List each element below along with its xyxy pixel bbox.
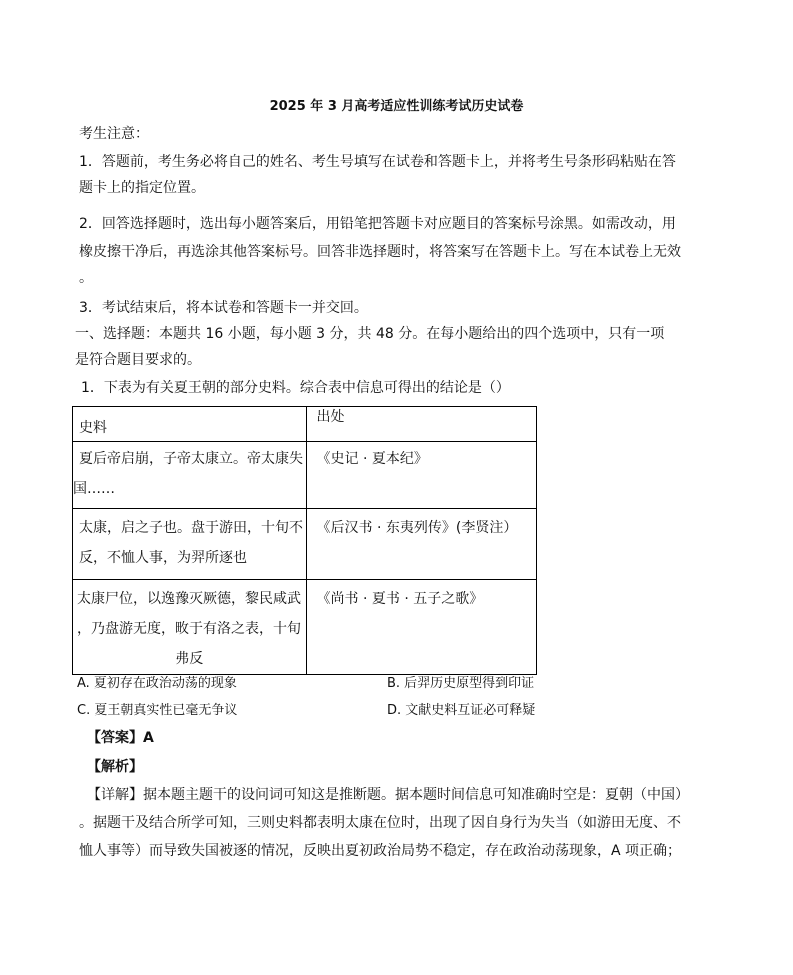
table-row: [73, 509, 537, 580]
notice-item-1-line-1: 1．答题前，考生务必将自己的姓名、考生号填写在试卷和答题卡上，并将考生号条形码粘贴在答: [79, 154, 676, 170]
analysis-detail-line-1: 【详解】据本题主题干的设问词可知这是推断题。据本题时间信息可知准确时空是：夏朝（中国）: [87, 787, 689, 803]
notice-item-2-line-2: 橡皮擦干净后，再选涂其他答案标号。回答非选择题时，将答案写在答题卡上。写在本试卷上无效: [79, 244, 681, 260]
source-cell: [73, 509, 307, 580]
analysis-detail-line-3: 恤人事等）而导致失国被逐的情况，反映出夏初政治局势不稳定，存在政治动荡现象，A 项正确；: [79, 843, 682, 859]
notice-heading: 考生注意：: [79, 126, 149, 142]
origin-cell: 《尚书 · 夏书 · 五子之歌》: [306, 580, 536, 675]
option-a: A. 夏初存在政治动荡的现象: [77, 676, 237, 691]
notice-item-2-line-3: 。: [79, 270, 93, 286]
analysis-detail-line-2: 。据题干及结合所学可知，三则史料都表明太康在位时，出现了因自身行为失当（如游田无度、不: [79, 815, 681, 831]
option-d: D. 文献史料互证必可释疑: [387, 703, 536, 718]
header-origin: 出处: [306, 407, 536, 442]
source-text-line: 弗反: [175, 651, 204, 667]
header-source: 史料: [73, 407, 307, 442]
notice-item-1-line-2: 题卡上的指定位置。: [79, 180, 205, 196]
notice-item-3: 3．考试结束后，将本试卷和答题卡一并交回。: [79, 300, 368, 316]
option-c: C. 夏王朝真实性已毫无争议: [77, 703, 238, 718]
notice-item-2-line-1: 2．回答选择题时，选出每小题答案后，用铅笔把答题卡对应题目的答案标号涂黑。如需改动，用: [79, 216, 676, 232]
source-cell: [73, 580, 307, 675]
source-text-line: 夏后帝启崩，子帝太康立。帝太康失: [79, 451, 303, 467]
source-text-line: 太康，启之子也。盘于游田，十旬不: [79, 520, 303, 536]
source-table: [72, 406, 537, 675]
table-header-row: [73, 407, 537, 442]
section-instructions-line-2: 是符合题目要求的。: [75, 352, 201, 368]
option-b: B. 后羿历史原型得到印证: [387, 676, 535, 691]
origin-cell: 《后汉书 · 东夷列传》(李贤注）: [306, 509, 536, 580]
section-instructions-line-1: 一、选择题：本题共 16 小题，每小题 3 分，共 48 分。在每小题给出的四个选项中，只有一项: [75, 326, 665, 342]
source-cell: [73, 442, 307, 509]
origin-cell: 《史记 · 夏本纪》: [306, 442, 536, 509]
source-text-line: 反，不恤人事，为羿所逐也: [79, 550, 247, 566]
source-text-line: 国……: [73, 481, 115, 497]
exam-title: 2025 年 3 月高考适应性训练考试历史试卷: [269, 99, 524, 114]
source-text-line: ，乃盘游无度，畋于有洛之表，十旬: [77, 621, 301, 637]
table-row: [73, 442, 537, 509]
table-row: [73, 580, 537, 675]
answer-label: 【答案】A: [87, 730, 154, 746]
source-text-line: 太康尸位，以逸豫灭厥德，黎民咸武: [77, 591, 301, 607]
analysis-heading: 【解析】: [87, 759, 143, 775]
question-1-stem: 1．下表为有关夏王朝的部分史料。综合表中信息可得出的结论是（）: [81, 380, 510, 396]
